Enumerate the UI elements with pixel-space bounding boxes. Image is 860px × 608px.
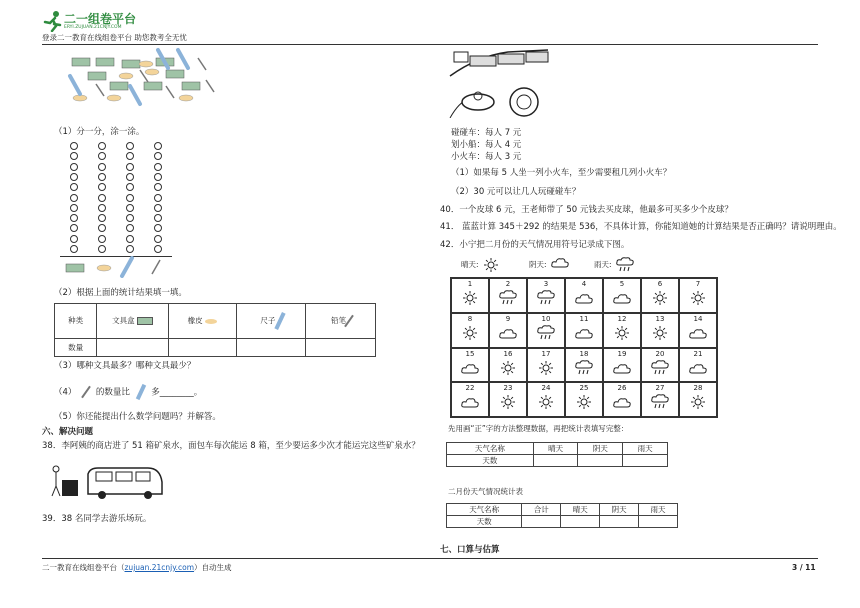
instruction-text: 先用画“正”字的方法整理数据，再把统计表填写完整： (448, 424, 629, 433)
sun-icon (576, 394, 592, 414)
tally-circle[interactable] (98, 224, 106, 232)
calendar-day-cell (679, 348, 717, 383)
van-and-boxes-image (42, 464, 164, 500)
tally-circle[interactable] (98, 245, 106, 253)
tally-circle[interactable] (126, 183, 134, 191)
pencil-case-icon (66, 264, 84, 272)
day-number: 28 (693, 384, 703, 393)
sun-icon (462, 290, 478, 306)
q3-text: （3）哪种文具最多？哪种文具最少？ (54, 361, 196, 371)
cloud-icon (575, 328, 593, 340)
day-number: 11 (579, 314, 589, 323)
rain-icon (616, 257, 634, 273)
cloud-icon (689, 325, 707, 344)
rain-icon (651, 394, 669, 410)
sun-icon (690, 394, 706, 414)
calendar-day-cell (489, 313, 527, 348)
calendar-day-cell (603, 382, 641, 417)
tally-circle[interactable] (98, 183, 106, 191)
header-total: 合计 (522, 504, 561, 516)
cloud-icon (461, 360, 479, 379)
cloud-icon (613, 394, 631, 413)
day-number: 17 (541, 349, 551, 358)
sun-icon (462, 290, 478, 310)
answer-cell[interactable] (578, 455, 623, 467)
site-logo (42, 8, 152, 34)
calendar-day-cell (451, 278, 489, 313)
day-number: 1 (467, 280, 473, 288)
rain-icon (575, 360, 593, 380)
tally-circle[interactable] (70, 142, 78, 150)
day-number: 23 (503, 384, 513, 393)
header-rain: 雨天 (623, 443, 668, 455)
tally-circle[interactable] (154, 224, 162, 232)
tally-circle[interactable] (154, 152, 162, 160)
section-7-heading: 七、口算与估算 (440, 545, 500, 555)
tally-circle[interactable] (154, 194, 162, 202)
cloud-icon (575, 325, 593, 344)
cell-pencil-case: 文具盒 (97, 304, 169, 339)
calendar-day-cell (565, 313, 603, 348)
cloud-icon (689, 360, 707, 379)
tally-circle[interactable] (154, 173, 162, 181)
footer-source: 二一教育在线组卷平台（zujuan.21cnjy.com）自动生成 (42, 563, 232, 572)
day-number: 21 (693, 349, 703, 358)
day-number: 15 (465, 349, 475, 358)
tally-circle[interactable] (126, 235, 134, 243)
cloud-icon (613, 397, 631, 409)
rain-icon (651, 360, 669, 380)
calendar-day-cell (565, 278, 603, 313)
stationery-pile-image (66, 46, 216, 108)
tally-circle[interactable] (70, 152, 78, 160)
day-number: 9 (505, 314, 511, 323)
calendar-day-cell (527, 313, 565, 348)
answer-cell[interactable] (168, 338, 236, 356)
cloud-icon (575, 293, 593, 305)
header-weather-name: 天气名称 (447, 443, 534, 455)
stationery-count-table (54, 303, 376, 357)
sun-icon (462, 325, 478, 345)
tally-circle[interactable] (126, 142, 134, 150)
answer-cell[interactable] (600, 516, 639, 528)
calendar-day-cell (641, 382, 679, 417)
tally-circle[interactable] (98, 142, 106, 150)
tally-circle[interactable] (70, 224, 78, 232)
day-number: 25 (579, 384, 589, 393)
q5-text: （5）你还能提出什么数学问题吗？并解答。 (54, 412, 221, 422)
calendar-day-cell (527, 278, 565, 313)
runner-logo-icon (42, 10, 64, 32)
pencil-icon (345, 315, 355, 328)
cloud-icon (551, 257, 569, 269)
cloud-icon (613, 363, 631, 375)
tally-circle[interactable] (98, 152, 106, 160)
tally-circle[interactable] (126, 245, 134, 253)
answer-cell[interactable] (522, 516, 561, 528)
q40-text: 40．一个皮球 6 元，王老师带了 50 元钱去买皮球，他最多可买多少个皮球？ (440, 205, 733, 215)
eraser-icon (205, 319, 217, 324)
sun-icon (614, 325, 630, 345)
sun-icon (500, 394, 516, 414)
stat-table-title: 二月份天气情况统计表 (448, 487, 523, 496)
cell-pencil: 铅笔 (306, 304, 376, 339)
tally-circle[interactable] (154, 183, 162, 191)
calendar-day-cell (565, 348, 603, 383)
cloud-icon (613, 293, 631, 305)
cloud-icon (499, 325, 517, 344)
footer-rule (42, 558, 818, 559)
section-6-heading: 六、解决问题 (42, 427, 94, 437)
answer-cell[interactable] (561, 516, 600, 528)
sun-icon (652, 290, 668, 306)
calendar-day-cell (451, 382, 489, 417)
rain-icon (499, 290, 517, 310)
rain-icon (575, 360, 593, 376)
weather-tally-table (446, 442, 668, 467)
logo-text: 二一组卷平台 (64, 12, 137, 26)
page-number: 3 / 11 (792, 563, 816, 572)
price-bumper-car: 碰碰车：每人 7 元 (451, 128, 522, 138)
sun-icon (483, 257, 499, 273)
day-number: 12 (617, 314, 627, 323)
price-train: 小火车：每人 3 元 (451, 152, 522, 162)
calendar-day-cell (489, 348, 527, 383)
tally-circle[interactable] (154, 204, 162, 212)
tally-circle[interactable] (70, 214, 78, 222)
answer-cell[interactable] (639, 516, 678, 528)
day-number: 2 (505, 280, 511, 288)
ruler-icon (274, 312, 285, 330)
sun-icon (483, 257, 499, 276)
calendar-day-cell (527, 382, 565, 417)
day-number: 8 (467, 314, 473, 323)
cloud-icon (689, 328, 707, 340)
answer-cell[interactable] (533, 455, 578, 467)
answer-cell[interactable] (306, 338, 376, 356)
cloud-icon (499, 328, 517, 340)
sun-icon (614, 325, 630, 341)
tally-circle[interactable] (126, 173, 134, 181)
pencil-icon (152, 260, 160, 274)
rain-icon (537, 325, 555, 345)
tally-circle[interactable] (126, 152, 134, 160)
ruler-icon (135, 384, 145, 400)
tally-circle[interactable] (126, 163, 134, 171)
day-number: 27 (655, 384, 665, 393)
rain-icon (616, 257, 634, 276)
tally-circle[interactable] (126, 214, 134, 222)
day-number: 4 (581, 280, 587, 288)
sun-icon (538, 360, 554, 376)
header-sunny: 晴天 (561, 504, 600, 516)
sun-icon (500, 394, 516, 410)
header-cloudy: 阴天 (600, 504, 639, 516)
tally-circle[interactable] (98, 173, 106, 181)
cloud-icon (461, 363, 479, 375)
pencil-case-icon (137, 317, 153, 325)
day-number: 18 (579, 349, 589, 358)
tally-circle[interactable] (126, 224, 134, 232)
day-number: 7 (695, 280, 701, 288)
rain-icon (651, 394, 669, 414)
row-label-days: 天数 (447, 455, 534, 467)
q2-text: （2）根据上面的统计结果填一填。 (54, 288, 187, 298)
tally-circle[interactable] (98, 214, 106, 222)
cell-kind: 种类 (55, 304, 97, 339)
weather-legend: 晴天: 阴天: 雨天: (461, 257, 661, 273)
sun-icon (500, 360, 516, 380)
calendar-day-cell (641, 348, 679, 383)
day-number: 10 (541, 314, 551, 323)
q4-text: （4） 的数量比 多________。 (54, 384, 202, 400)
calendar-day-cell (679, 313, 717, 348)
calendar-day-cell (679, 382, 717, 417)
sun-icon (690, 394, 706, 410)
calendar-day-cell (451, 313, 489, 348)
calendar-day-cell (489, 382, 527, 417)
sun-icon (690, 290, 706, 306)
q41-text: 41． 蓝蓝计算 345＋292 的结果是 536，不具体计算，你能知道她的计算结果是否正确吗？请说明理由。 (440, 222, 842, 232)
cloud-icon (551, 257, 569, 272)
tally-circle[interactable] (70, 194, 78, 202)
q39-part1: （1）如果每 5 人坐一列小火车，至少需要租几列小火车？ (451, 168, 672, 178)
answer-cell[interactable] (623, 455, 668, 467)
sun-icon (690, 290, 706, 310)
calendar-day-cell (489, 278, 527, 313)
tally-circle[interactable] (70, 235, 78, 243)
sun-icon (538, 394, 554, 410)
day-number: 22 (465, 384, 475, 393)
calendar-day-cell (451, 348, 489, 383)
weather-stat-table (446, 503, 678, 528)
calendar-day-cell (565, 382, 603, 417)
sun-icon (538, 360, 554, 380)
day-number: 13 (655, 314, 665, 323)
logo-subtext: ERYI.ZUJUAN.21CNJY.COM (64, 25, 122, 30)
cell-quantity: 数量 (55, 338, 97, 356)
amusement-park-image (448, 46, 550, 118)
day-number: 6 (657, 280, 663, 288)
sun-icon (652, 290, 668, 310)
tally-circle[interactable] (154, 163, 162, 171)
day-number: 16 (503, 349, 513, 358)
q1-fill-title: （1）分一分，涂一涂。 (54, 127, 145, 137)
header-weather-name: 天气名称 (447, 504, 522, 516)
cloud-icon (689, 363, 707, 375)
day-number: 3 (543, 280, 549, 288)
calendar-day-cell (603, 348, 641, 383)
rain-icon (651, 360, 669, 376)
day-number: 24 (541, 384, 551, 393)
tally-circle[interactable] (70, 245, 78, 253)
category-icons-row (64, 256, 174, 278)
calendar-day-cell (527, 348, 565, 383)
tally-circle[interactable] (98, 204, 106, 212)
rain-icon (537, 325, 555, 341)
tally-circle[interactable] (70, 163, 78, 171)
tally-circle[interactable] (154, 142, 162, 150)
eraser-icon (97, 265, 111, 271)
tally-circle[interactable] (126, 194, 134, 202)
february-weather-calendar (450, 277, 718, 418)
sun-icon (652, 325, 668, 341)
tally-circle[interactable] (70, 204, 78, 212)
tally-circle[interactable] (70, 183, 78, 191)
cloud-icon (575, 290, 593, 309)
tally-circle[interactable] (70, 173, 78, 181)
header-sunny: 晴天 (533, 443, 578, 455)
row-label-days: 天数 (447, 516, 522, 528)
header-cloudy: 阴天 (578, 443, 623, 455)
calendar-day-cell (603, 313, 641, 348)
sun-icon (538, 394, 554, 414)
header-rule (42, 44, 818, 45)
q42-text: 42．小宁把二月份的天气情况用符号记录成下图。 (440, 240, 630, 250)
day-number: 14 (693, 314, 703, 323)
q39-text: 39．38 名同学去游乐场玩。 (42, 514, 152, 524)
cell-eraser: 橡皮 (168, 304, 236, 339)
day-number: 19 (617, 349, 627, 358)
header-rain: 雨天 (639, 504, 678, 516)
pencil-icon (81, 386, 91, 399)
day-number: 20 (655, 349, 665, 358)
cloud-icon (461, 394, 479, 413)
calendar-day-cell (603, 278, 641, 313)
tally-circle[interactable] (98, 163, 106, 171)
sun-icon (652, 325, 668, 345)
tally-circle[interactable] (154, 235, 162, 243)
sun-icon (576, 394, 592, 410)
sun-icon (500, 360, 516, 376)
answer-cell[interactable] (97, 338, 169, 356)
day-number: 26 (617, 384, 627, 393)
rain-icon (537, 290, 555, 306)
calendar-day-cell (641, 313, 679, 348)
rain-icon (537, 290, 555, 310)
day-number: 5 (619, 280, 625, 288)
header-tagline: 登录二一教育在线组卷平台 助您教考全无忧 (42, 33, 187, 42)
footer-link[interactable]: zujuan.21cnjy.com (124, 563, 195, 572)
rain-icon (499, 290, 517, 306)
tally-circle[interactable] (154, 245, 162, 253)
q38-text: 38．李阿姨的商店进了 51 箱矿泉水，面包车每次能运 8 箱，至少要运多少次才能运完这些矿泉水？ (42, 441, 420, 451)
answer-cell[interactable] (236, 338, 306, 356)
sun-icon (462, 325, 478, 341)
price-boat: 划小船：每人 4 元 (451, 140, 522, 150)
cloud-icon (613, 290, 631, 309)
cloud-icon (461, 397, 479, 409)
cell-ruler: 尺子 (236, 304, 306, 339)
tally-circle[interactable] (98, 194, 106, 202)
calendar-day-cell (641, 278, 679, 313)
q39-part2: （2）30 元可以让几人玩碰碰车？ (451, 187, 581, 197)
tally-circle[interactable] (126, 204, 134, 212)
calendar-day-cell (679, 278, 717, 313)
ruler-icon (122, 258, 132, 276)
tally-circle[interactable] (154, 214, 162, 222)
cloud-icon (613, 360, 631, 379)
tally-circle[interactable] (98, 235, 106, 243)
